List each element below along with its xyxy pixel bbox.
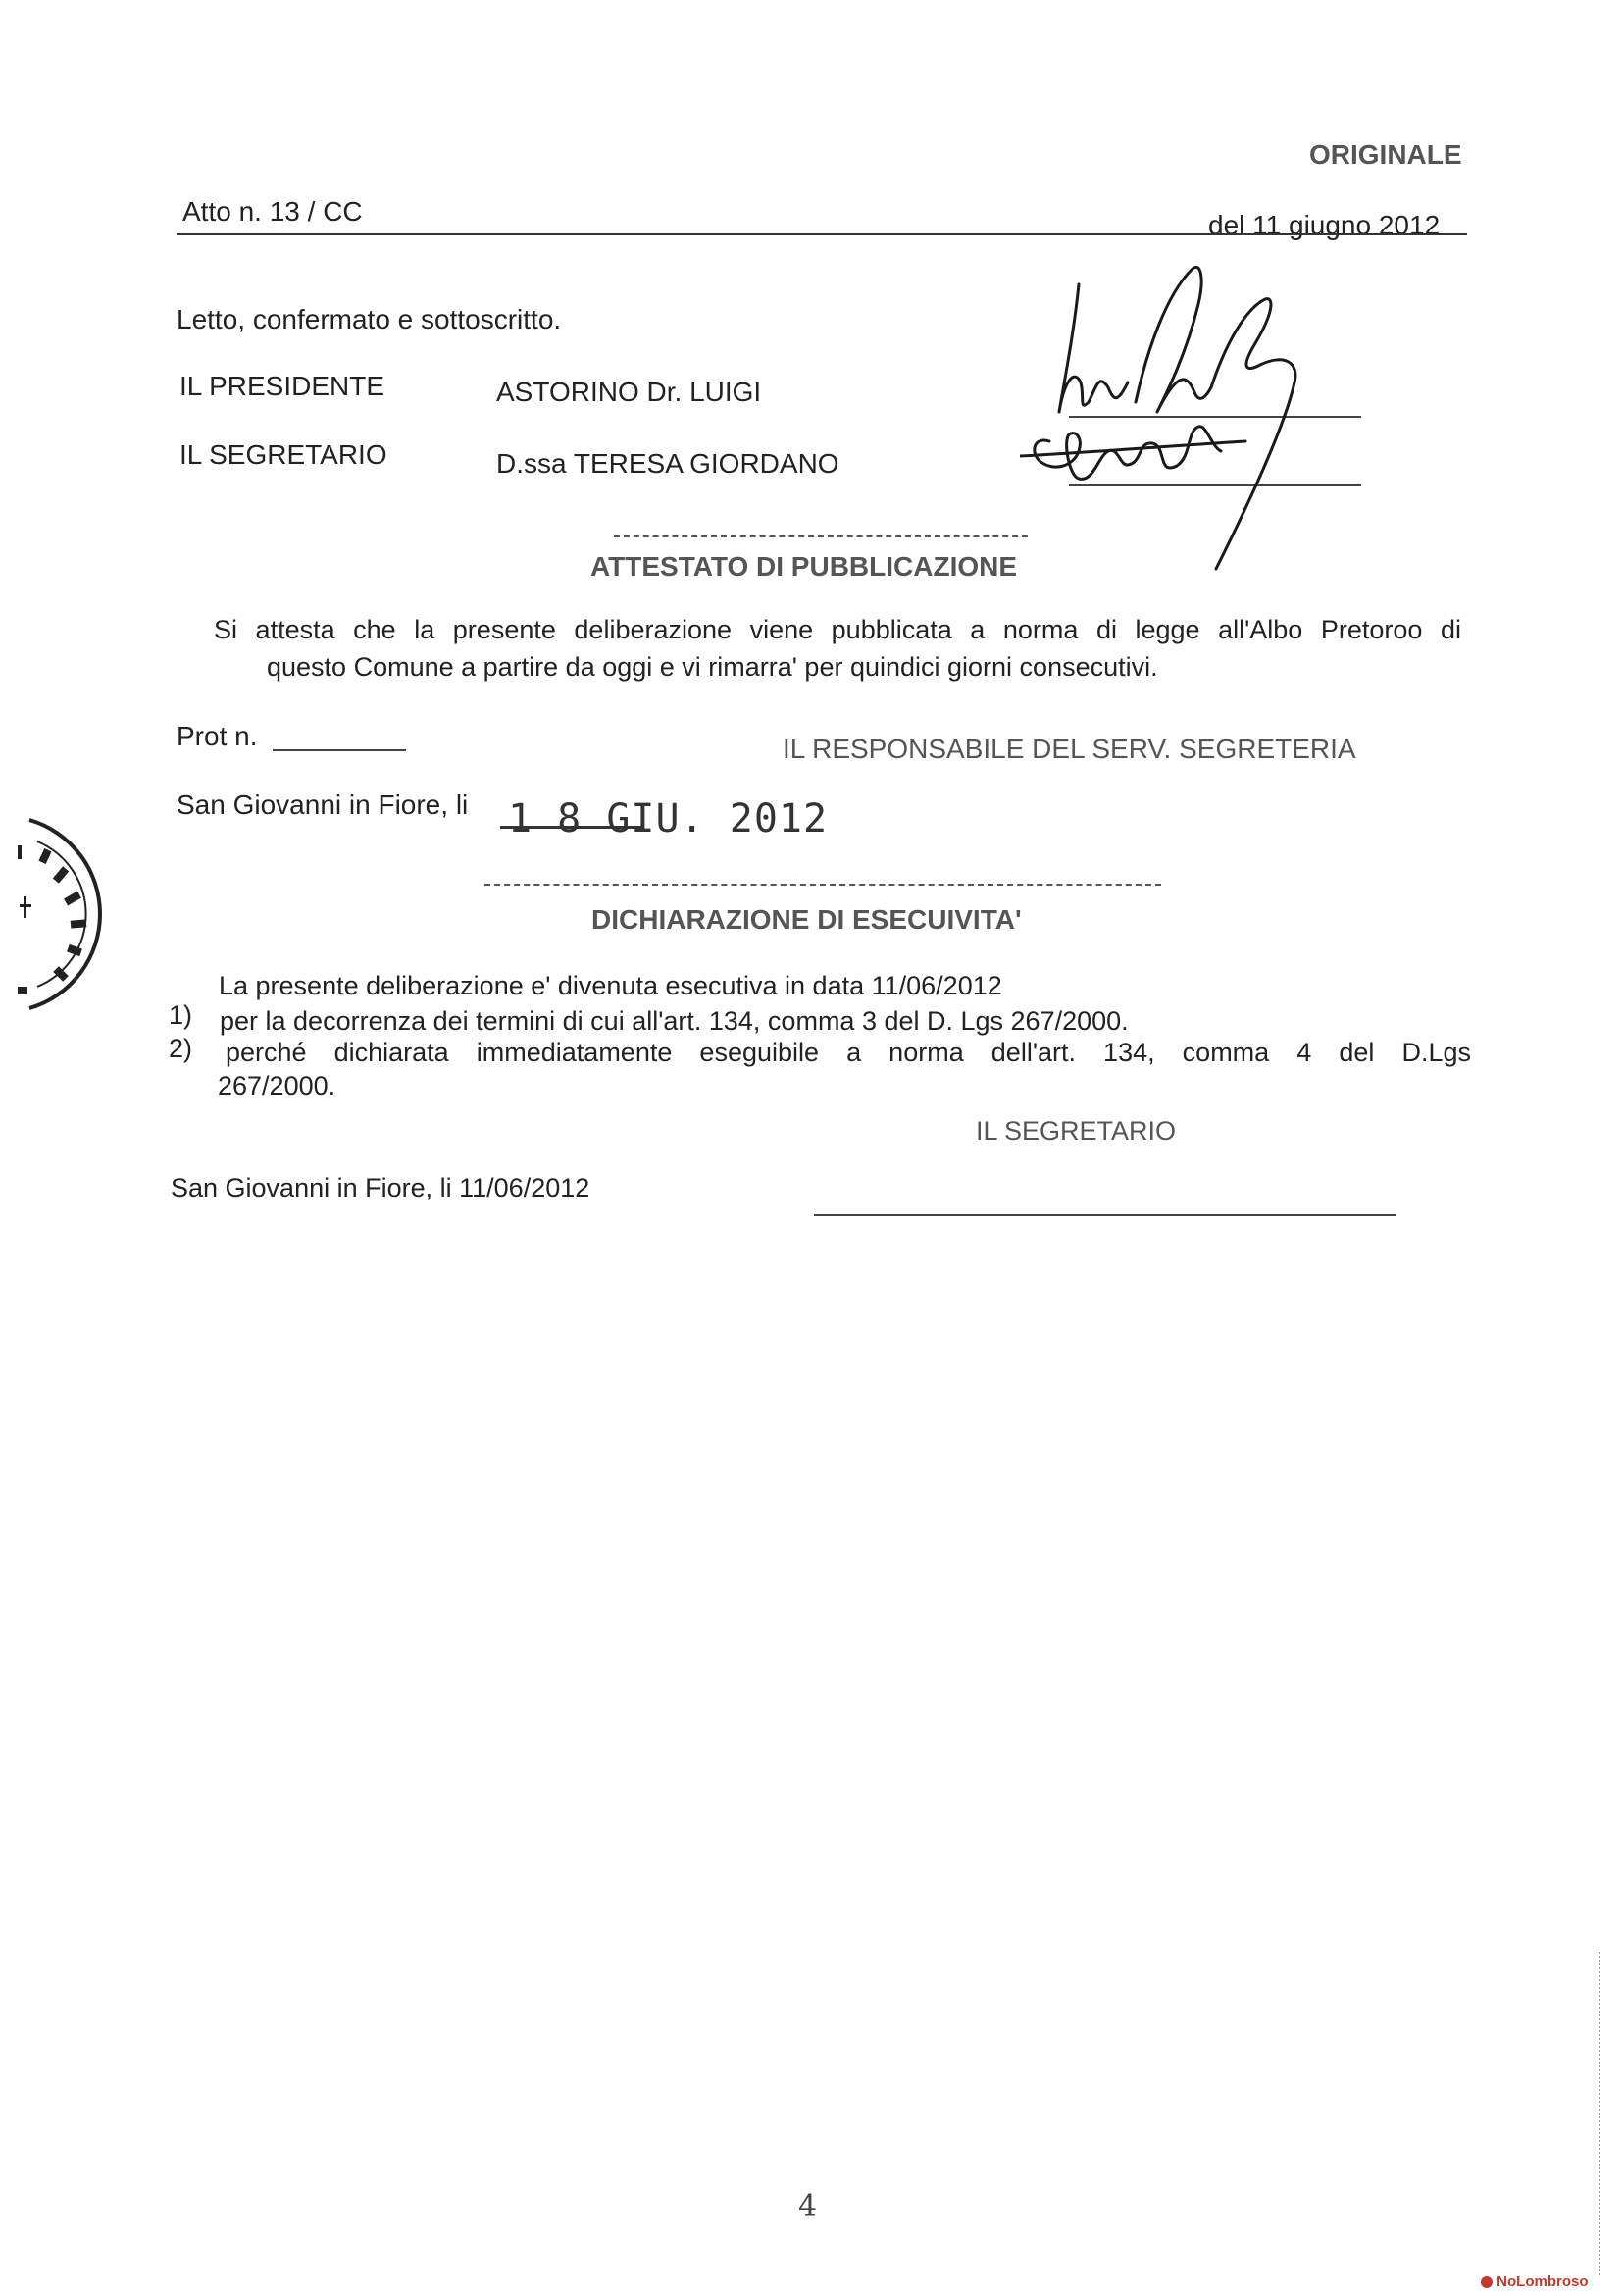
list-item-number: 1) <box>169 1000 193 1030</box>
watermark-text: NoLombroso <box>1497 2273 1589 2290</box>
publication-separator <box>614 535 1028 537</box>
executivity-secretary: IL SEGRETARIO <box>976 1116 1177 1146</box>
list-item-text: per la decorrenza dei termini di cui all'art. 134, comma 3 del D. Lgs 267/2000. <box>220 1006 1129 1036</box>
list-item-text: perché dichiarata immediatamente eseguibile a norma dell'art. 134, comma 4 del D.Lgs <box>226 1038 1471 1067</box>
secretary-role: IL SEGRETARIO <box>179 439 387 470</box>
handwritten-signatures <box>1020 255 1353 588</box>
watermark-logo <box>1481 2273 1589 2290</box>
president-role: IL PRESIDENTE <box>179 371 385 401</box>
page-number: 4 <box>798 2189 818 2223</box>
scan-edge <box>1599 1952 1600 2275</box>
prot-number-line <box>273 749 406 751</box>
executivity-intro: La presente deliberazione e' divenuta esecutiva in data 11/06/2012 <box>219 971 1002 1000</box>
executivity-title: DICHIARAZIONE DI ESECUIVITA' <box>591 904 1022 935</box>
original-label: ORIGINALE <box>1309 139 1462 170</box>
list-item-text-continued: 267/2000. <box>218 1071 336 1100</box>
publication-title: ATTESTATO DI PUBBLICAZIONE <box>590 551 1018 582</box>
atto-date: del 11 giugno 2012 <box>1208 210 1441 240</box>
list-item-number: 2) <box>169 1034 193 1063</box>
publication-stamp-date: 1 8 GIU. 2012 <box>508 796 829 841</box>
responsible-title: IL RESPONSABILE DEL SERV. SEGRETERIA <box>783 734 1356 764</box>
stamp-date-strike <box>500 826 643 829</box>
executivity-separator <box>484 884 1161 886</box>
president-name: ASTORINO Dr. LUIGI <box>496 377 762 407</box>
executivity-signature-line <box>814 1214 1396 1216</box>
publication-text-line2: questo Comune a partire da oggi e vi rimarra' per quindici giorni consecutivi. <box>267 652 1158 682</box>
watermark-dot-icon <box>1481 2276 1493 2288</box>
prot-label: Prot n. <box>177 721 258 751</box>
intro-text: Letto, confermato e sottoscritto. <box>177 304 562 334</box>
atto-number: Atto n. 13 / CC <box>182 196 363 227</box>
executivity-place-date: San Giovanni in Fiore, li 11/06/2012 <box>171 1173 590 1202</box>
publication-place-label: San Giovanni in Fiore, li <box>177 790 469 820</box>
official-seal <box>0 806 118 1022</box>
publication-text-line1: Si attesta che la presente deliberazione viene pubblicata a norma di legge all'Albo Pretoroo di <box>214 615 1461 644</box>
header-rule <box>177 233 1467 235</box>
secretary-name: D.ssa TERESA GIORDANO <box>496 448 839 479</box>
